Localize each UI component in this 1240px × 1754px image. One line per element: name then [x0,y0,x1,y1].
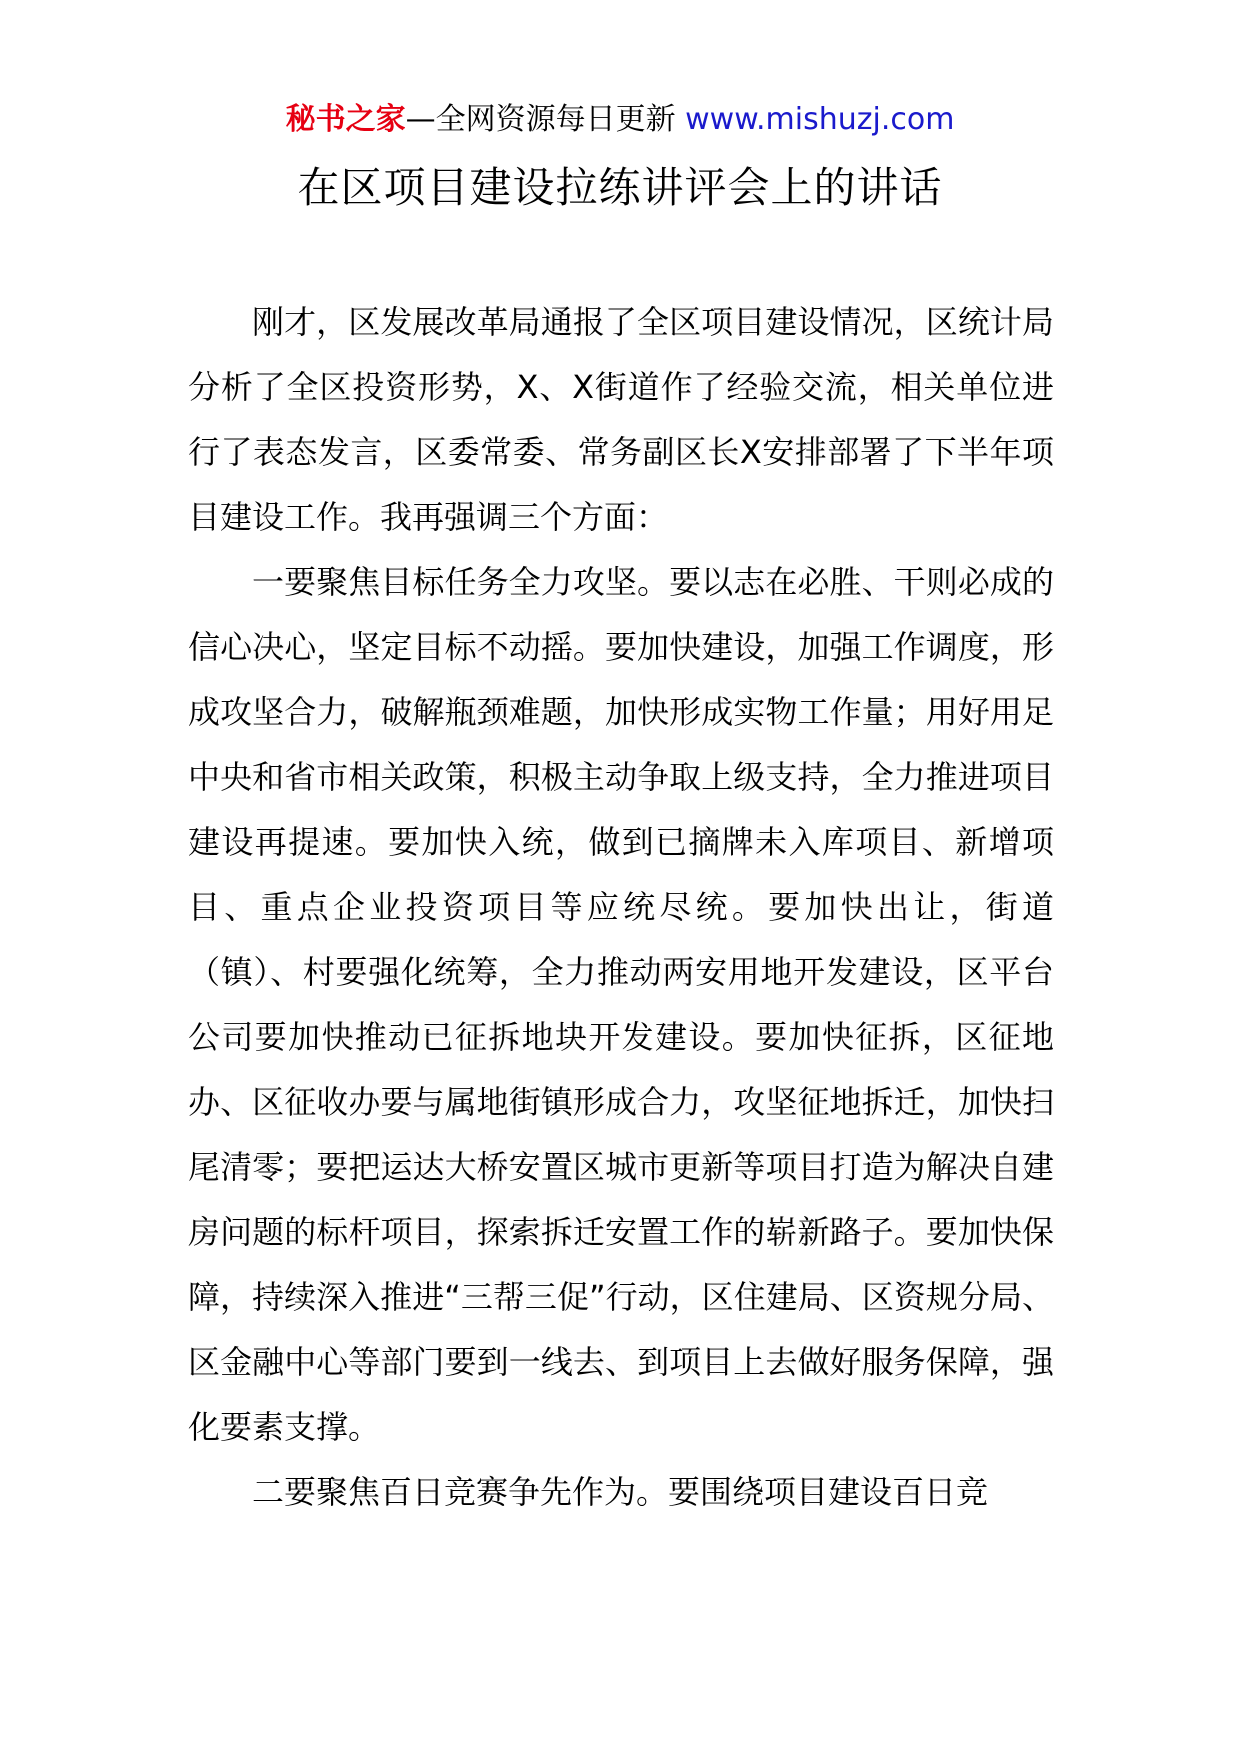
document-title: 在区项目建设拉练讲评会上的讲话 [297,163,943,212]
paragraph-point-one: 一要聚焦目标任务全力攻坚。要以志在必胜、干则必成的信心决心，坚定目标不动摇。要加快建设，加强工作调度，形成攻坚合力，破解瓶颈难题，加快形成实物工作量；用好用足中央和省市相关政策，积极主动争取上级支持，全力推进项目建设再提速。要加快入统，做到已摘牌未入库项目、新增项目、重点企业投资项目等应统尽统。要加快出让，街道（镇）、村要强化统筹，全力推动两安用地开发建设，区平台公司要加快推动已征拆地块开发建设。要加快征拆，区征地办、区征收办要与属地街镇形成合力，攻坚征地拆迁，加快扫尾清零；要把运达大桥安置区城市更新等项目打造为解决自建房问题的标杆项目，探索拆迁安置工作的崭新路子。要加快保障，持续深入推进“三帮三促”行动，区住建局、区资规分局、区金融中心等部门要到一线去、到项目上去做好服务保障，强化要素支撑。 [188,563,1054,1446]
paragraph-point-two: 二要聚焦百日竞赛争先作为。要围绕项目建设百日竞 [252,1473,989,1511]
header-slogan: —全网资源每日更新 [405,102,686,137]
site-header [0,100,1240,140]
document-body [188,290,1054,1525]
site-url-link[interactable]: www.mishuzj.com [685,102,955,137]
brand-name: 秘书之家 [285,102,406,137]
paragraph-intro: 刚才，区发展改革局通报了全区项目建设情况，区统计局分析了全区投资形势，X、X街道作了经验交流，相关单位进行了表态发言，区委常委、常务副区长X安排部署了下半年项目建设工作。我再强调三个方面： [188,303,1054,536]
